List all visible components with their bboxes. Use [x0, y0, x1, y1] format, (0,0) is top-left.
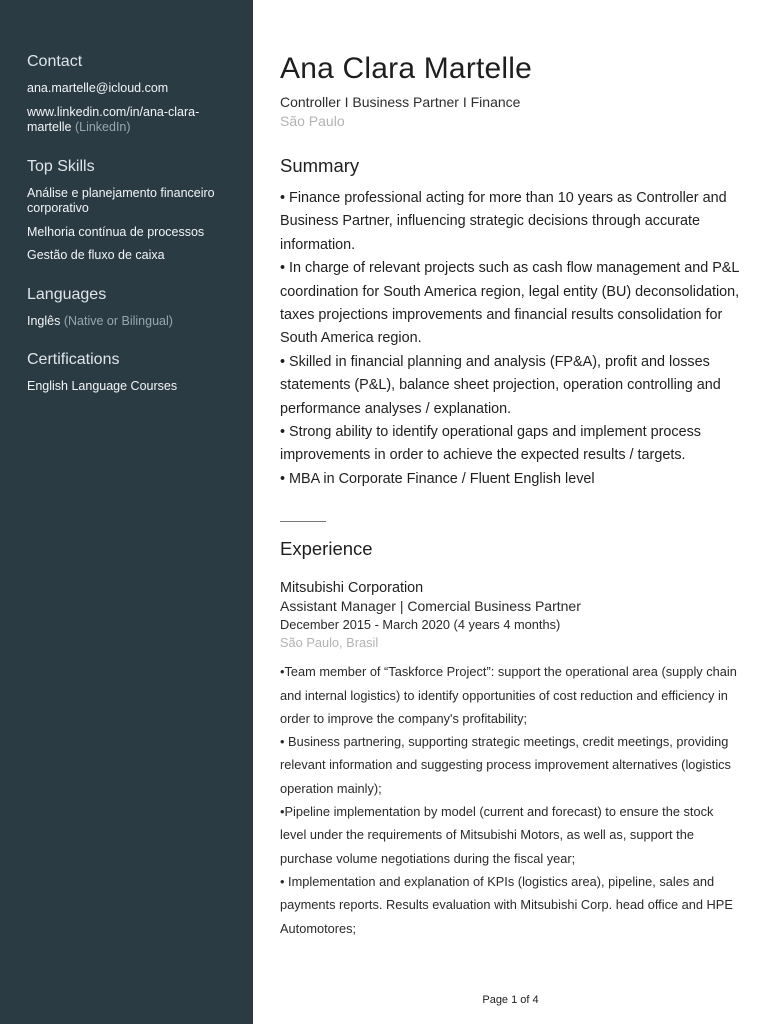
linkedin-label: (LinkedIn) — [74, 120, 131, 134]
sidebar — [0, 0, 253, 1024]
certifications-heading: Certifications — [27, 351, 120, 368]
job-description-item: • Implementation and explanation of KPIs (logistics area), pipeline, sales and payments reports. Results evaluation with Mitsubishi Corp. head office and HPE Automotores; — [280, 873, 733, 936]
job-entry — [280, 580, 740, 940]
profile-headline: Controller I Business Partner I Finance — [280, 94, 521, 110]
email-link[interactable]: ana.martelle@icloud.com — [27, 81, 169, 95]
summary-heading: Summary — [280, 155, 360, 176]
profile-location: São Paulo — [280, 113, 345, 129]
skill-item: Melhoria contínua de processos — [27, 224, 205, 239]
language-name: Inglês — [27, 313, 61, 328]
main-content — [280, 52, 740, 940]
summary-item: • MBA in Corporate Finance / Fluent English level — [280, 470, 595, 487]
summary-item: • In charge of relevant projects such as cash flow management and P&L coordination for South America region, legal entity (BU) deconsolidation, taxes projections improvements and financial results consolidation for South America region. — [280, 260, 740, 347]
languages-section — [27, 286, 231, 330]
top-skills-heading: Top Skills — [27, 157, 95, 175]
job-company: Mitsubishi Corporation — [280, 580, 424, 597]
profile-name: Ana Clara Martelle — [280, 52, 533, 85]
job-role: Assistant Manager | Comercial Business Partner — [280, 598, 581, 615]
certifications-section — [27, 351, 231, 395]
skill-item: Análise e planejamento financeiro corporativo — [27, 185, 215, 215]
skill-item: Gestão de fluxo de caixa — [27, 248, 165, 262]
job-location: São Paulo, Brasil — [280, 635, 379, 651]
page-number: Page 1 of 4 — [482, 994, 539, 1006]
summary-item: • Finance professional acting for more than 10 years as Controller and Business Partner, influencing strategic decisions through accurate information. — [280, 190, 727, 253]
job-description — [280, 660, 740, 940]
experience-heading: Experience — [280, 538, 373, 560]
job-description-item: • Business partnering, supporting strategic meetings, credit meetings, providing relevant information and suggesting process improvement alternatives (logistics operation mainly); — [280, 734, 731, 796]
linkedin-link[interactable] — [27, 105, 231, 136]
job-description-item: •Pipeline implementation by model (current and forecast) to ensure the stock level under the requirements of Mitsubishi Motors, as well as, support the purchase volume negotiations during the fiscal year; — [280, 804, 714, 866]
certification-item: English Language Courses — [27, 379, 178, 393]
summary-list — [280, 187, 740, 491]
language-level: (Native or Bilingual) — [63, 313, 173, 328]
job-dates: December 2015 - March 2020 (4 years 4 months) — [280, 617, 561, 633]
contact-heading: Contact — [27, 53, 83, 70]
summary-item: • Skilled in financial planning and analysis (FP&A), profit and losses statements (P&L), balance sheet projection, operation controlling and performance analyses / explanation. — [280, 353, 721, 417]
section-divider — [280, 521, 326, 522]
summary-item: • Strong ability to identify operational gaps and implement process improvements in order to achieve the expected results / targets. — [280, 424, 702, 464]
contact-section — [27, 53, 231, 136]
top-skills-section — [27, 158, 231, 264]
languages-heading: Languages — [27, 285, 107, 303]
job-description-item: •Team member of “Taskforce Project”: support the operational area (supply chain and internal logistics) to identify opportunities of cost reduction and efficiency in order to improve the company's profitability; — [280, 664, 737, 726]
linkedin-url[interactable]: www.linkedin.com/in/ana-clara-martelle — [27, 104, 200, 134]
language-item — [27, 314, 231, 330]
